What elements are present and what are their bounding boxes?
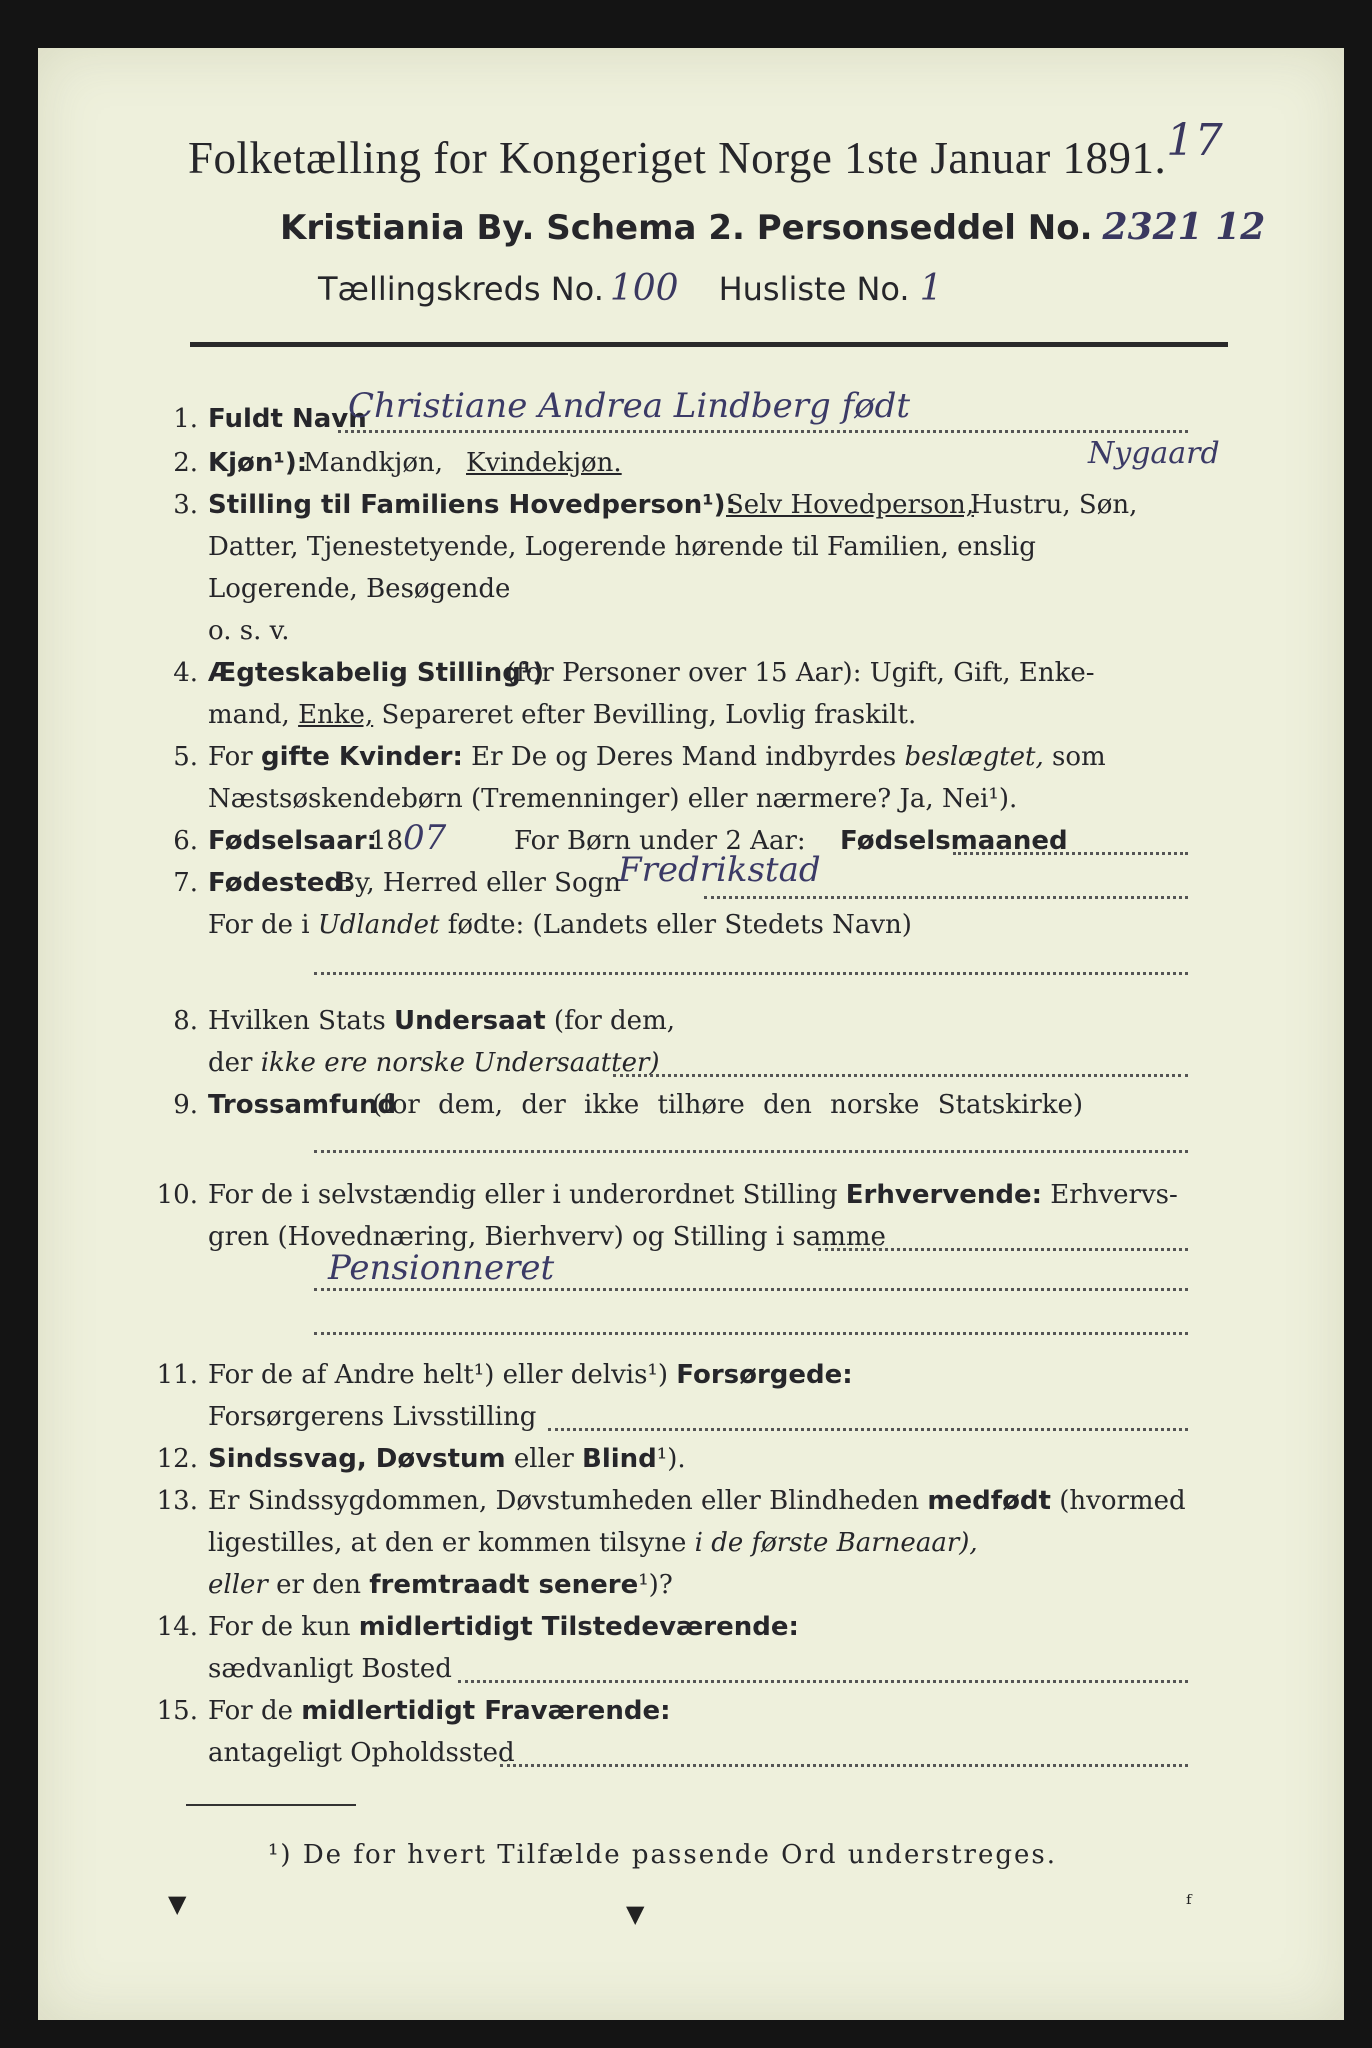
q9-label: Trossamfund: [208, 1090, 397, 1120]
q3-options: Hustru, Søn,: [970, 490, 1138, 520]
footnote: ¹) De for hvert Tilfælde passende Ord understreges.: [268, 1840, 1058, 1870]
q7-line2-b: fødte: (Landets eller Stedets Navn): [447, 910, 912, 940]
q12-number: 12.: [156, 1444, 198, 1474]
q5-text-b: Er De og Deres Mand indbyrdes: [471, 742, 897, 772]
q4-number: 4.: [173, 658, 198, 688]
q3-label: Stilling til Familiens Hovedperson¹):: [208, 490, 736, 520]
q8-line2: [208, 1048, 660, 1078]
houselist-label: Husliste No.: [718, 270, 910, 308]
q6-label: Fødselsaar:: [208, 826, 377, 856]
q3-line4: o. s. v.: [208, 616, 290, 646]
q8-dotline: [613, 1074, 1188, 1077]
district-label: Tællingskreds No.: [318, 270, 604, 308]
q14-number: 14.: [156, 1612, 198, 1642]
personseddel-number: 2321 12: [1102, 206, 1266, 248]
q13-line3-bold: fremtraadt senere: [369, 1570, 639, 1600]
q10-text-b: Erhvervs-: [1050, 1180, 1178, 1210]
q9-number: 9.: [173, 1090, 198, 1120]
q4-option-selected: Enke,: [298, 700, 374, 730]
q10-text-a: For de i selvstændig eller i underordnet Stilling: [208, 1180, 838, 1210]
q13-number: 13.: [156, 1486, 198, 1516]
q1-label: Fuldt Navn: [208, 404, 367, 434]
schema-line: [280, 206, 1265, 248]
q5-text-c: som: [1052, 742, 1106, 772]
q10-occupation-value: Pensionneret: [328, 1248, 555, 1288]
q6-number: 6.: [173, 826, 198, 856]
q11-text-a: For de af Andre helt¹) eller delvis¹): [208, 1360, 668, 1390]
footnote-rule: [186, 1804, 356, 1806]
q12-tail: ¹).: [656, 1444, 686, 1474]
title-handwritten-number: 17: [1166, 115, 1224, 166]
q10-number: 10.: [156, 1180, 198, 1210]
schema-text: Kristiania By. Schema 2. Personseddel No.: [280, 208, 1093, 248]
q4-options-rest: Separeret efter Bevilling, Lovlig fraskilt.: [381, 700, 917, 730]
houselist-number: 1: [919, 268, 943, 309]
q7-line2-italic: Udlandet: [317, 910, 440, 940]
header-rule: [190, 342, 1228, 347]
title-text: Folketælling for Kongeriget Norge 1ste Januar 1891.: [188, 133, 1167, 183]
q11-label: Forsørgede:: [676, 1360, 853, 1390]
q7-text: By, Herred eller Sogn: [336, 868, 622, 898]
q5-text: [208, 742, 1106, 772]
q13-label: medfødt: [927, 1486, 1051, 1516]
q2-option-male: Mandkjøn,: [303, 448, 443, 478]
q10-label: Erhvervende:: [845, 1180, 1043, 1210]
q7-dotline: [704, 896, 1188, 899]
q3-line2: Datter, Tjenestetyende, Logerende hørende til Familien, enslig: [208, 532, 1036, 562]
q8-number: 8.: [173, 1006, 198, 1036]
triangle-mark-left-icon: ▼: [168, 1890, 187, 1918]
q7-label: Fødested:: [208, 868, 354, 898]
q8-text-a: Hvilken Stats: [208, 1006, 386, 1036]
q15-number: 15.: [156, 1696, 198, 1726]
q13-line3-italic: eller: [208, 1570, 268, 1600]
q13-text-b: (hvormed: [1059, 1486, 1186, 1516]
q5-number: 5.: [173, 742, 198, 772]
q11-number: 11.: [156, 1360, 198, 1390]
q4-option-enkemand: mand,: [208, 700, 290, 730]
q8-text-b: (for dem,: [553, 1006, 675, 1036]
form-title: [188, 115, 1224, 184]
q1-dotline: [338, 430, 1188, 433]
q1-name-value: Christiane Andrea Lindberg født: [348, 386, 911, 426]
q13-line2: [208, 1528, 978, 1558]
q12-label-a: Sindssvag, Døvstum: [208, 1444, 506, 1474]
q4-line2: [208, 700, 916, 730]
q5-label: gifte Kvinder:: [260, 742, 463, 772]
q2-label: Kjøn¹):: [208, 448, 308, 478]
q15-text: [208, 1696, 670, 1726]
triangle-mark-center-icon: ▼: [626, 1900, 645, 1928]
q11-line2: Forsørgerens Livsstilling: [208, 1402, 537, 1432]
district-line: [318, 268, 942, 309]
q7-birthplace-value: Fredrikstad: [618, 850, 821, 890]
q8-label: Undersaat: [393, 1006, 546, 1036]
q15-text-a: For de: [208, 1696, 293, 1726]
q13-line2-a: ligestilles, at den er kommen tilsyne: [208, 1528, 687, 1558]
q14-text-a: For de kun: [208, 1612, 351, 1642]
q14-dotline: [458, 1680, 1188, 1683]
q7-abroad-dotline: [314, 972, 1188, 975]
q14-line2: sædvanligt Bosted: [208, 1654, 452, 1684]
corner-mark-right-icon: ᶠ: [1186, 1890, 1192, 1918]
q5-line2: Næstsøskendebørn (Tremenninger) eller nærmere? Ja, Nei¹).: [208, 784, 1018, 814]
q13-text-a: Er Sindssygdommen, Døvstumheden eller Blindheden: [208, 1486, 920, 1516]
q15-dotline: [500, 1764, 1188, 1767]
q10-text: [208, 1180, 1178, 1210]
q8-line2-italic: ikke ere norske Undersaatter): [260, 1048, 660, 1078]
q7-line2-a: For de i: [208, 910, 310, 940]
q13-line3: [208, 1570, 673, 1600]
q3-option-selected: Selv Hovedperson,: [726, 490, 974, 520]
q3-number: 3.: [173, 490, 198, 520]
q13-line3-tail: ¹)?: [638, 1570, 673, 1600]
q11-text: [208, 1360, 853, 1390]
q7-number: 7.: [173, 868, 198, 898]
q1-maiden-name: Nygaard: [1088, 436, 1220, 471]
district-number: 100: [609, 268, 679, 309]
q10-dotline-1: [818, 1248, 1188, 1251]
q9-text: (for dem, der ikke tilhøre den norske Statskirke): [372, 1090, 1084, 1120]
q6-year-value: 07: [403, 818, 447, 858]
q6-dotline: [953, 852, 1188, 855]
q15-label: midlertidigt Fraværende:: [301, 1696, 671, 1726]
q8-line2-a: der: [208, 1048, 253, 1078]
q1-number: 1.: [173, 404, 198, 434]
q14-text: [208, 1612, 799, 1642]
q6-century: 18: [370, 826, 404, 856]
q4-options: (for Personer over 15 Aar): Ugift, Gift, Enke-: [506, 658, 1095, 688]
q13-line2-italic: i de første Barneaar),: [694, 1528, 978, 1558]
q2-option-female-selected: Kvindekjøn.: [466, 448, 622, 478]
q13-line3-a: er den: [276, 1570, 361, 1600]
q5-text-a: For: [208, 742, 253, 772]
census-form: [38, 48, 1344, 2020]
q10-dotline-3: [314, 1332, 1188, 1335]
q10-dotline-2: [314, 1288, 1188, 1291]
q5-italic: beslægtet,: [904, 742, 1044, 772]
q6-under2-text: For Børn under 2 Aar:: [514, 826, 806, 856]
q8-text: [208, 1006, 675, 1036]
q2-number: 2.: [173, 448, 198, 478]
q4-label: Ægteskabelig Stilling¹): [208, 658, 545, 688]
q12-text-mid: eller: [513, 1444, 574, 1474]
q7-line2: [208, 910, 912, 940]
q13-text: [208, 1486, 1186, 1516]
q9-dotline: [314, 1150, 1188, 1153]
q3-line3: Logerende, Besøgende: [208, 574, 511, 604]
q12-label-b: Blind: [582, 1444, 657, 1474]
q6-month-label: Fødselsmaaned: [840, 826, 1068, 856]
q14-label: midlertidigt Tilstedeværende:: [358, 1612, 799, 1642]
q12-text: [208, 1444, 686, 1474]
q10-line2: gren (Hovednæring, Bierhverv) og Stilling i samme: [208, 1222, 886, 1252]
q11-dotline: [548, 1428, 1188, 1431]
q15-line2: antageligt Opholdssted: [208, 1738, 515, 1768]
